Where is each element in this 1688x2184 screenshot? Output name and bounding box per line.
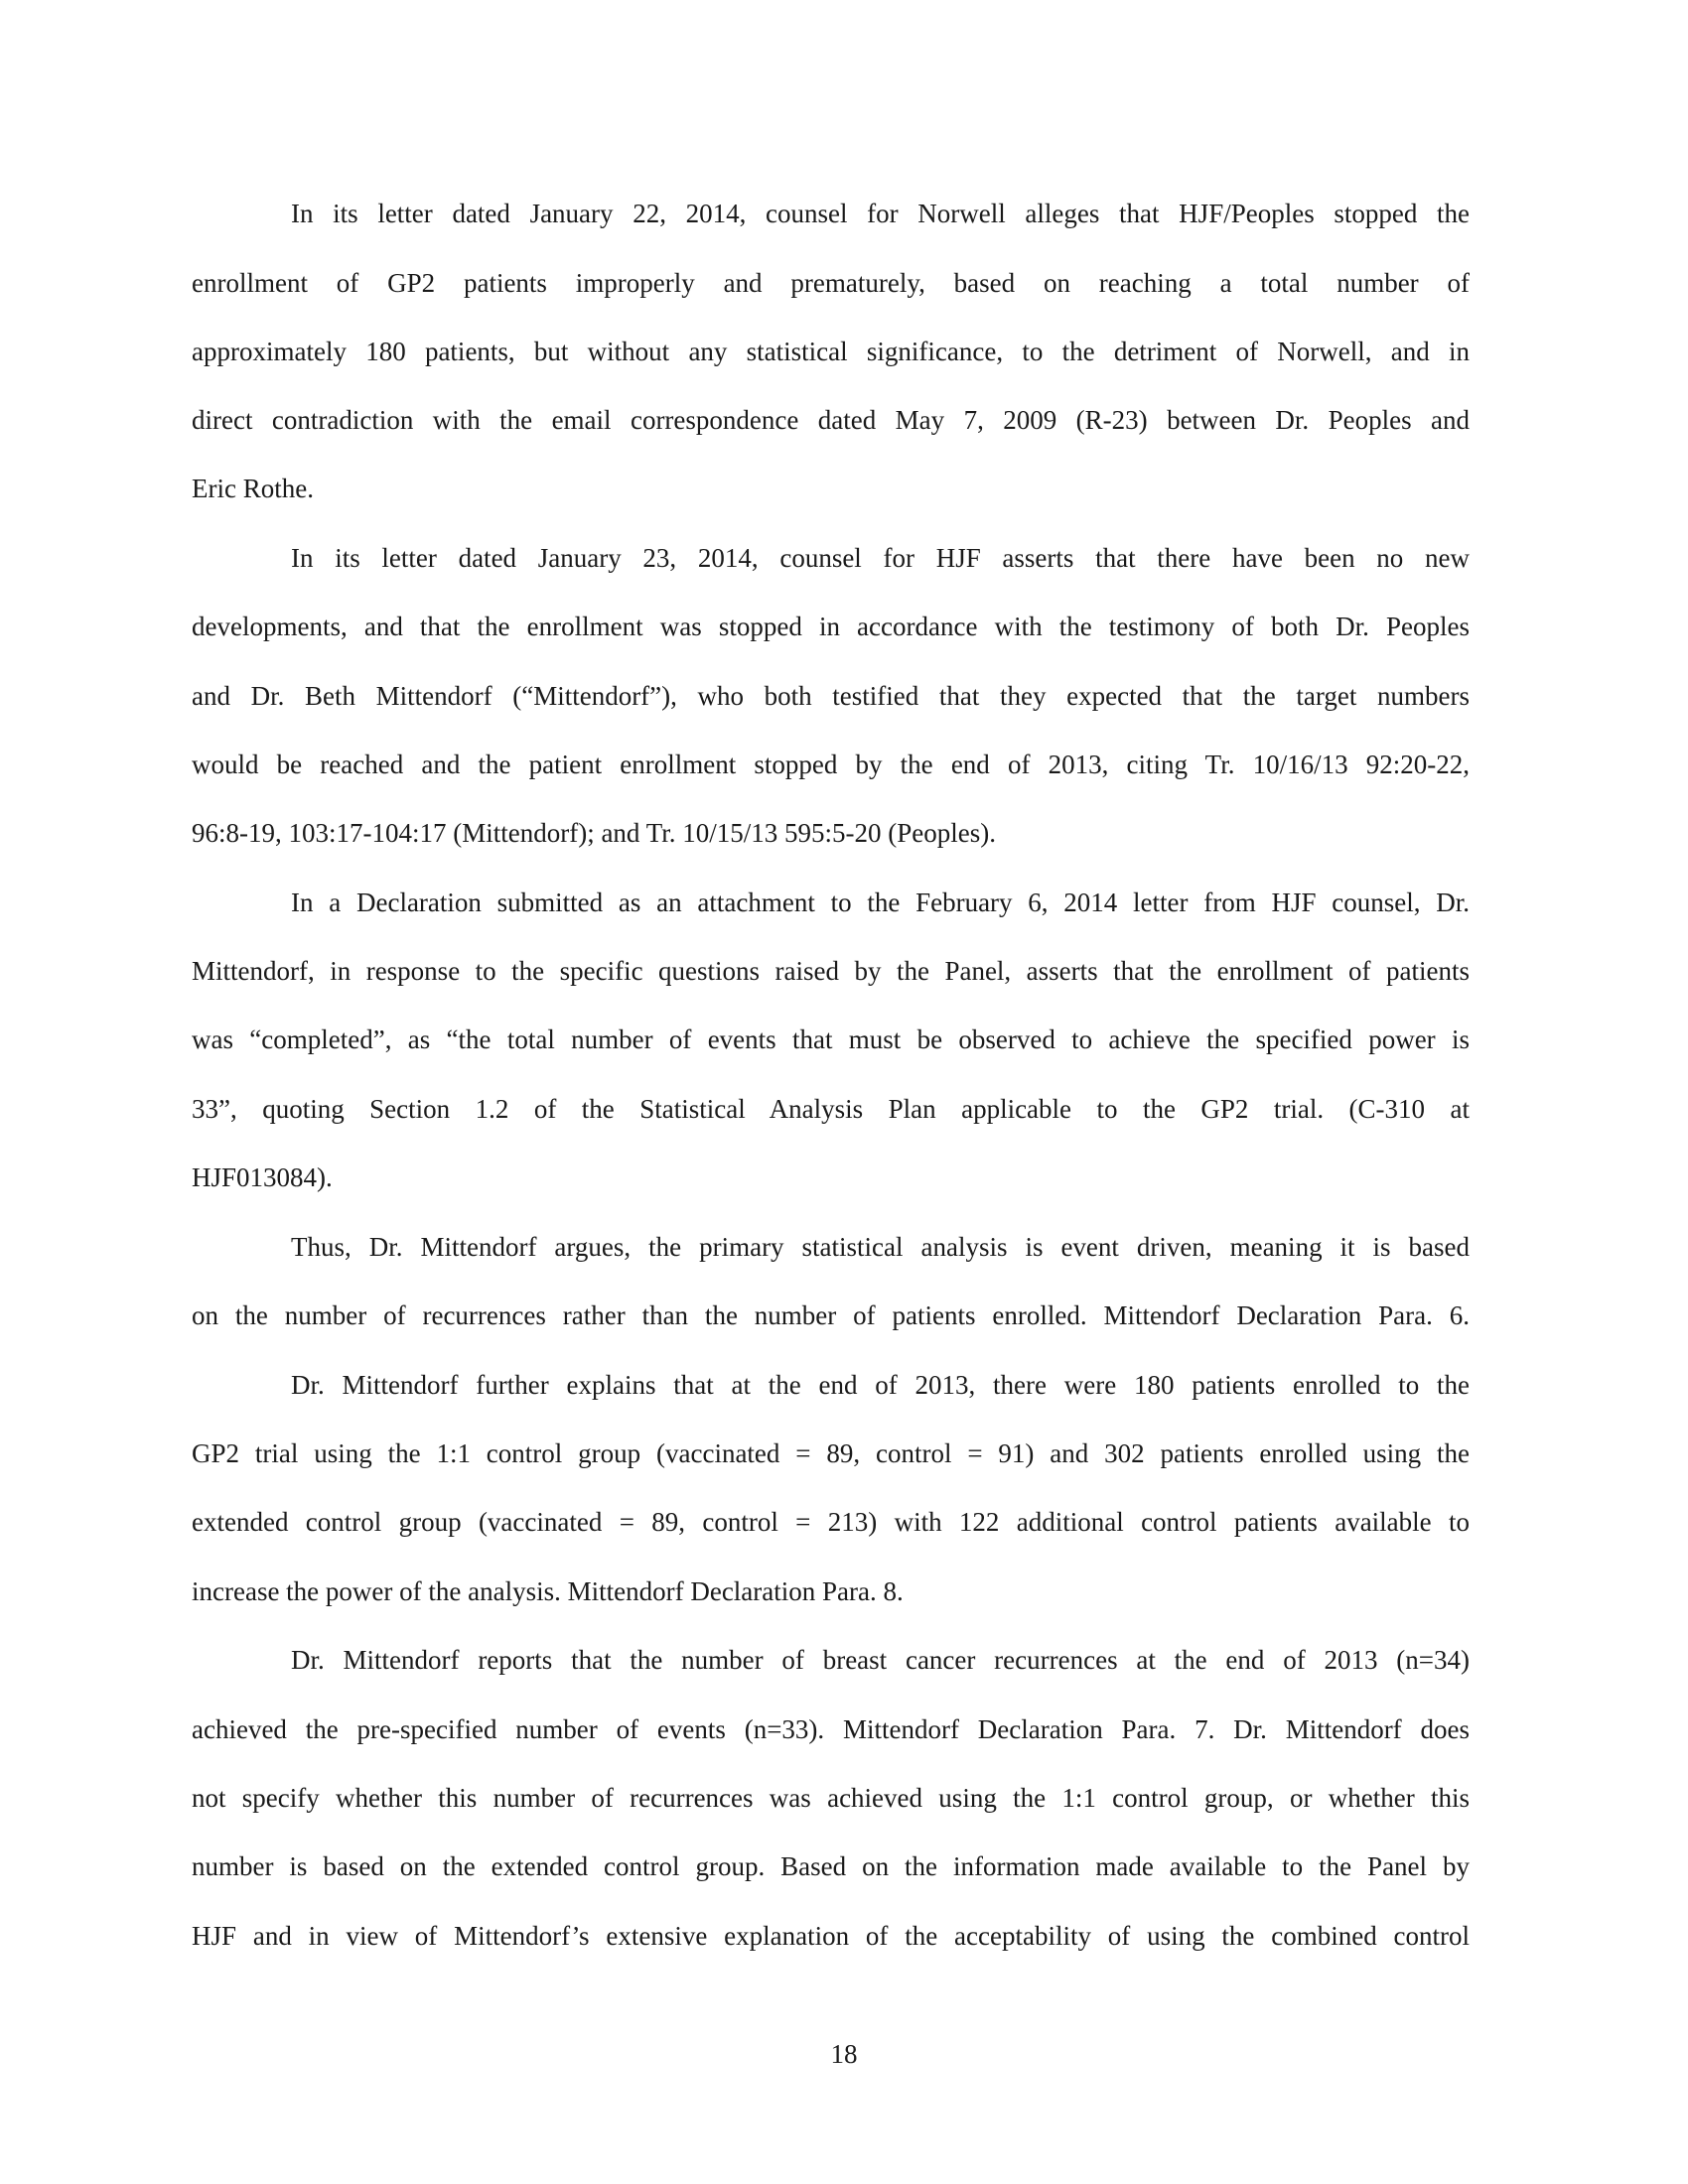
paragraph-1-line-5: Eric Rothe. [192,474,314,503]
paragraph-3-line-4: 33”, quoting Section 1.2 of the Statistical Analysis Plan applicable to the GP2 trial. (C-310 at [192,1094,1470,1124]
paragraph-5-line-3: extended control group (vaccinated = 89, control = 213) with 122 additional control patients available to [192,1507,1470,1537]
paragraph-3-line-1: In a Declaration submitted as an attachment to the February 6, 2014 letter from HJF counsel, Dr. [291,887,1470,917]
paragraph-1-line-1: In its letter dated January 22, 2014, counsel for Norwell alleges that HJF/Peoples stopped the [291,199,1470,228]
paragraph-3-line-3: was “completed”, as “the total number of events that must be observed to achieve the specified power is [192,1024,1470,1054]
paragraph-6-line-3: not specify whether this number of recurrences was achieved using the 1:1 control group, or whether this [192,1783,1470,1813]
paragraph-3-line-2: Mittendorf, in response to the specific questions raised by the Panel, asserts that the enrollment of patients [192,956,1470,986]
page-number: 18 [830,2039,858,2069]
paragraph-6-line-1: Dr. Mittendorf reports that the number of breast cancer recurrences at the end of 2013 (n=34) [291,1645,1470,1675]
paragraph-2-line-3: and Dr. Beth Mittendorf (“Mittendorf”), who both testified that they expected that the target numbers [192,681,1470,711]
paragraph-5-line-2: GP2 trial using the 1:1 control group (vaccinated = 89, control = 91) and 302 patients enrolled using the [192,1438,1470,1468]
paragraph-1-line-2: enrollment of GP2 patients improperly and prematurely, based on reaching a total number of [192,268,1470,298]
paragraph-2-line-2: developments, and that the enrollment was stopped in accordance with the testimony of both Dr. Peoples [192,612,1470,641]
paragraph-6-line-5: HJF and in view of Mittendorf’s extensive explanation of the acceptability of using the combined control [192,1921,1470,1951]
paragraph-3-line-5: HJF013084). [192,1162,333,1192]
paragraph-4-line-2: on the number of recurrences rather than the number of patients enrolled. Mittendorf Declaration Para. 6. [192,1300,1470,1330]
paragraph-1-line-3: approximately 180 patients, but without any statistical significance, to the detriment of Norwell, and in [192,337,1470,366]
paragraph-5-line-4: increase the power of the analysis. Mittendorf Declaration Para. 8. [192,1576,904,1606]
paragraph-6-line-2: achieved the pre-specified number of events (n=33). Mittendorf Declaration Para. 7. Dr. Mittendorf does [192,1714,1470,1744]
paragraph-5-line-1: Dr. Mittendorf further explains that at the end of 2013, there were 180 patients enrolled to the [291,1370,1470,1400]
paragraph-2-line-4: would be reached and the patient enrollment stopped by the end of 2013, citing Tr. 10/16/13 92:20-22, [192,750,1470,779]
paragraph-2-line-5: 96:8-19, 103:17-104:17 (Mittendorf); and Tr. 10/15/13 595:5-20 (Peoples). [192,818,996,848]
paragraph-6-line-4: number is based on the extended control group. Based on the information made available to the Panel by [192,1851,1470,1881]
paragraph-2-line-1: In its letter dated January 23, 2014, counsel for HJF asserts that there have been no new [291,543,1470,573]
paragraph-4-line-1: Thus, Dr. Mittendorf argues, the primary statistical analysis is event driven, meaning it is based [291,1232,1470,1262]
paragraph-1-line-4: direct contradiction with the email correspondence dated May 7, 2009 (R-23) between Dr. Peoples and [192,405,1470,435]
